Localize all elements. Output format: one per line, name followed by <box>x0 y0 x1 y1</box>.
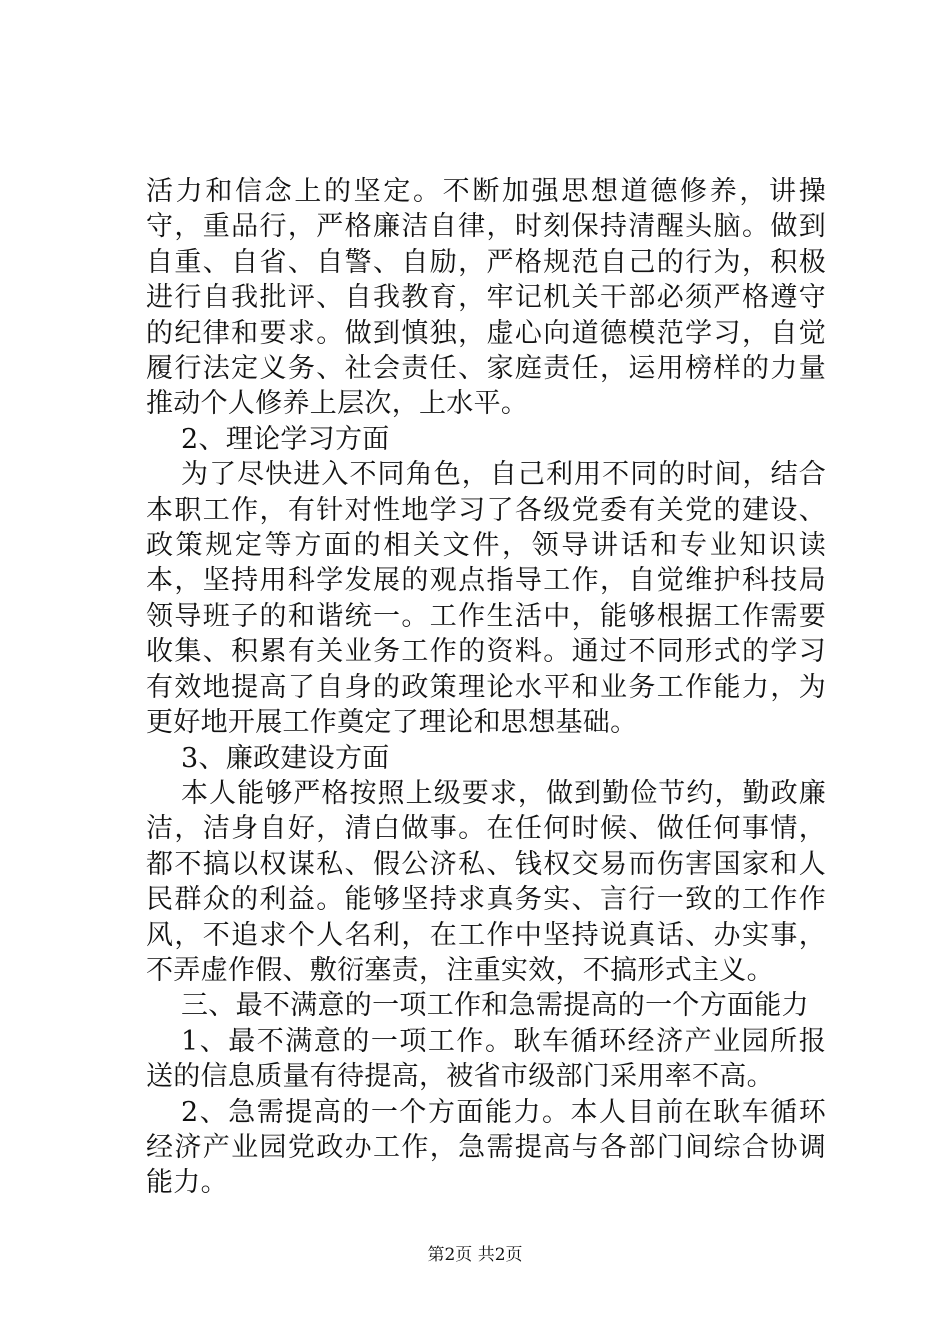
heading-integrity: 3、廉政建设方面 <box>181 742 390 774</box>
paragraph-self-discipline: 活力和信念上的坚定。不断加强思想道德修养，讲操守，重品行，严格廉洁自律，时刻保持清醒头脑。做到自重、自省、自警、自励，严格规范自己的行为，积极进行自我批评、自我教育，牢记机关干部必须严格遵守的纪律和要求。做到慎独，虚心向道德模范学习，自觉履行法定义务、社会责任、家庭责任，运用榜样的力量推动个人修养上层次，上水平。 <box>146 176 826 420</box>
document-body <box>146 174 826 1201</box>
heading-section-three: 三、最不满意的一项工作和急需提高的一个方面能力 <box>181 990 809 1022</box>
paragraph-theory-study: 为了尽快进入不同角色，自己利用不同的时间，结合本职工作，有针对性地学习了各级党委有关党的建设、政策规定等方面的相关文件，领导讲话和专业知识读本，坚持用科学发展的观点指导工作，自觉维护科技局领导班子的和谐统一。工作生活中，能够根据工作需要收集、积累有关业务工作的资料。通过不同形式的学习有效地提高了自身的政策理论水平和业务工作能力，为更好地开展工作奠定了理论和思想基础。 <box>146 459 826 739</box>
heading-theory-study: 2、理论学习方面 <box>181 423 390 455</box>
page-number-footer: 第2页 共2页 <box>427 1245 523 1265</box>
paragraph-ability-improve: 2、急需提高的一个方面能力。本人目前在耿车循环经济产业园党政办工作，急需提高与各部门间综合协调能力。 <box>146 1096 826 1199</box>
paragraph-integrity: 本人能够严格按照上级要求，做到勤俭节约，勤政廉洁，洁身自好，清白做事。在任何时候、做任何事情，都不搞以权谋私、假公济私、钱权交易而伤害国家和人民群众的利益。能够坚持求真务实、言行一致的工作作风，不追求个人名利，在工作中坚持说真话、办实事，不弄虚作假、敷衍塞责，注重实效，不搞形式主义。 <box>146 777 826 986</box>
paragraph-least-satisfied: 1、最不满意的一项工作。耿车循环经济产业园所报送的信息质量有待提高，被省市级部门采用率不高。 <box>146 1025 826 1093</box>
